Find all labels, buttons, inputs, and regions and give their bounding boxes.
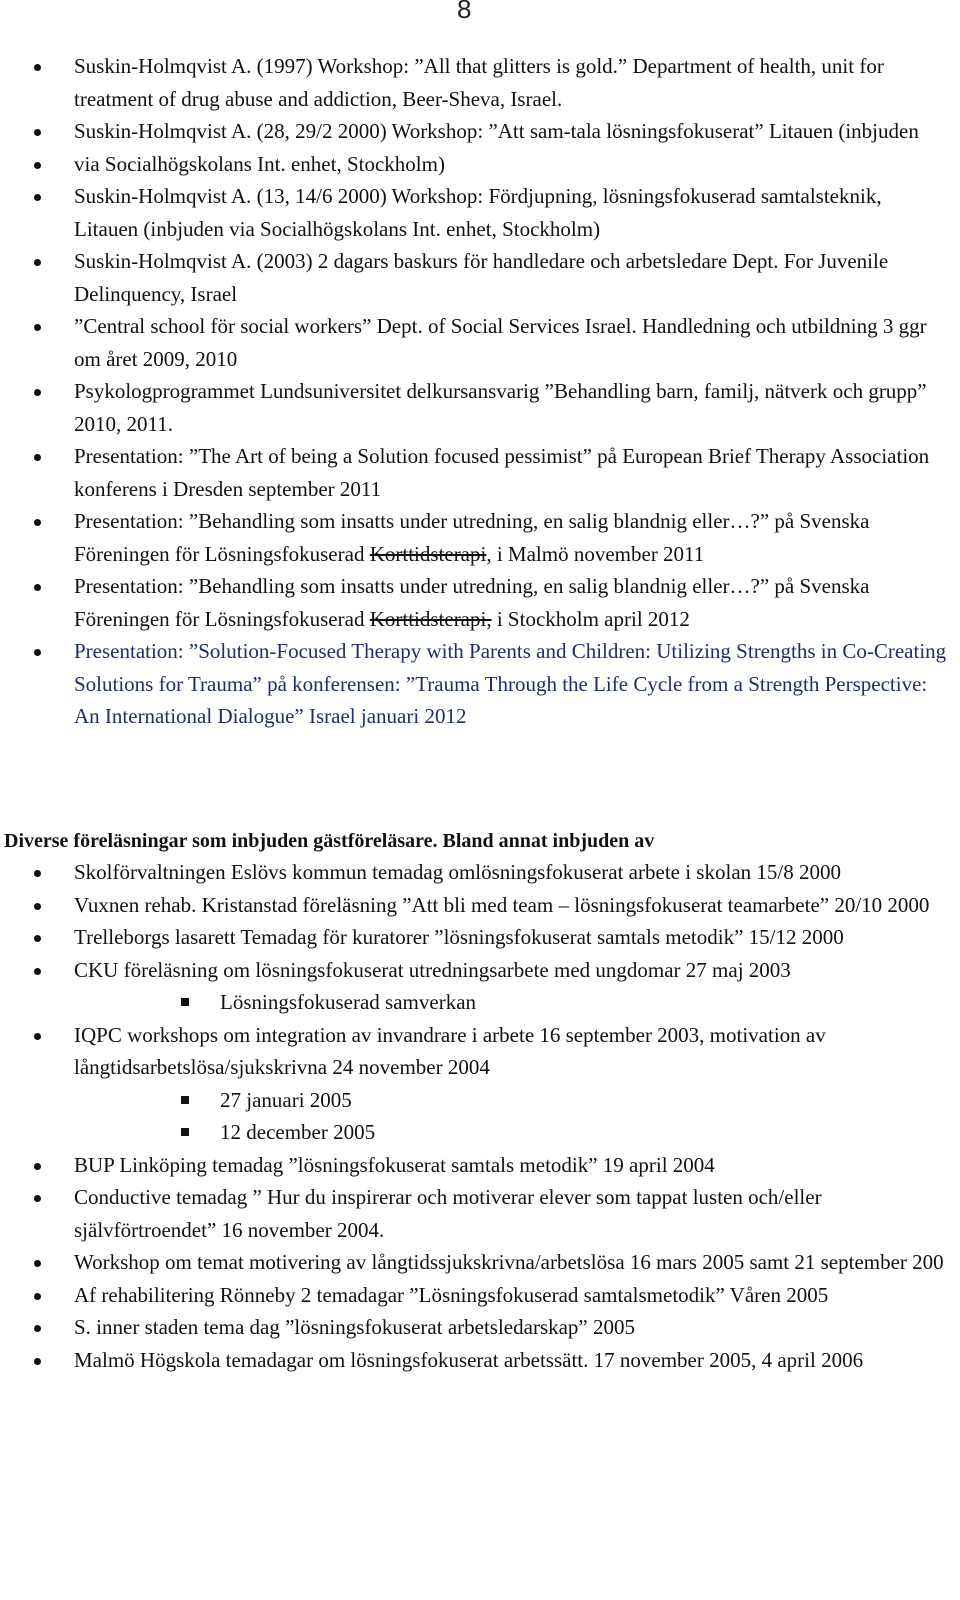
- list-item: [0, 570, 960, 635]
- square-bullet-icon: [181, 1128, 189, 1136]
- item-text: Presentation: ”Behandling som insatts under utredning, en salig blandnig eller…?” på Svenska Föreningen för Lösningsfokuserad: [74, 509, 870, 566]
- list-item: [0, 889, 960, 922]
- list-item: [0, 115, 960, 148]
- bullet-icon: [34, 519, 41, 526]
- item-text: Psykologprogrammet Lundsuniversitet delkursansvarig ”Behandling barn, familj, nätverk och grupp” 2010, 2011.: [74, 379, 927, 436]
- item-text: Presentation: ”The Art of being a Solution focused pessimist” på European Brief Therapy Association konferens i Dresden september 2011: [74, 444, 930, 501]
- bullet-icon: [34, 968, 41, 975]
- struck-text: Korttidsterapi: [369, 541, 487, 566]
- page-number: 8: [457, 0, 472, 24]
- item-text: Suskin-Holmqvist A. (1997) Workshop: ”All that glitters is gold.” Department of health, unit for treatment of drug abuse and addiction, Beer-Sheva, Israel.: [74, 54, 884, 111]
- item-text: Skolförvaltningen Eslövs kommun temadag omlösningsfokuserat arbete i skolan 15/8 2000: [74, 860, 841, 884]
- sub-item-text: Lösningsfokuserad samverkan: [220, 990, 477, 1014]
- sub-list-item: [0, 986, 960, 1019]
- sub-item-text: 12 december 2005: [220, 1120, 376, 1144]
- bullet-icon: [34, 903, 41, 910]
- bullet-icon: [34, 64, 41, 71]
- list-item: [0, 954, 960, 987]
- item-text: CKU föreläsning om lösningsfokuserat utredningsarbete med ungdomar 27 maj 2003: [74, 957, 791, 982]
- sub-item-text: 27 januari 2005: [220, 1087, 352, 1112]
- item-text: Suskin-Holmqvist A. (28, 29/2 2000) Workshop: ”Att sam-tala lösningsfokuserat” Litauen (inbjuden: [74, 119, 919, 143]
- bullet-icon: [34, 324, 41, 331]
- section2-list: [0, 856, 960, 1376]
- list-item: [0, 440, 960, 505]
- bullet-icon: [34, 1033, 41, 1040]
- list-item: [0, 1181, 960, 1246]
- list-item: [0, 180, 960, 245]
- item-text: IQPC workshops om integration av invandrare i arbete 16 september 2003, motivation av långtidsarbetslösa/sjukskrivna 24 november 2004: [74, 1022, 826, 1079]
- item-text-tail: i Stockholm april 2012: [491, 606, 690, 631]
- item-text: Presentation: ”Solution-Focused Therapy with Parents and Children: Utilizing Strengths in Co-Creating Solutions for Trauma” på konferensen: ”Trauma Through the Life Cycle from a Strength Perspective: An International Dialogue” Israel januari 2012: [74, 639, 947, 728]
- square-bullet-icon: [181, 1096, 189, 1104]
- square-bullet-icon: [181, 998, 189, 1006]
- bullet-icon: [34, 194, 41, 201]
- item-text: Workshop om temat motivering av långtidssjukskrivna/arbetslösa 16 mars 2005 samt 21 september 200: [74, 1250, 944, 1274]
- bullet-icon: [34, 1325, 41, 1332]
- item-text: ”Central school för social workers” Dept. of Social Services Israel. Handledning och utbildning 3 ggr om året 2009, 2010: [74, 314, 927, 371]
- list-item: [0, 50, 960, 115]
- bullet-icon: [34, 1260, 41, 1267]
- sub-list-item: [0, 1084, 960, 1117]
- bullet-icon: [34, 1195, 41, 1202]
- list-item: [0, 375, 960, 440]
- list-item: [0, 310, 960, 375]
- item-text: Suskin-Holmqvist A. (13, 14/6 2000) Workshop: Fördjupning, lösningsfokuserad samtalsteknik, Litauen (inbjuden via Socialhögskolans Int. enhet, Stockholm): [74, 184, 882, 241]
- list-item: [0, 921, 960, 954]
- list-item: [0, 1344, 960, 1377]
- list-item: [0, 148, 960, 181]
- item-text: via Socialhögskolans Int. enhet, Stockholm): [74, 151, 445, 176]
- section-heading: Diverse föreläsningar som inbjuden gästföreläsare. Bland annat inbjuden av: [4, 830, 655, 852]
- item-text: Suskin-Holmqvist A. (2003) 2 dagars baskurs för handledare och arbetsledare Dept. For Juvenile Delinquency, Israel: [74, 249, 889, 306]
- bullet-icon: [34, 584, 41, 591]
- bullet-icon: [34, 649, 41, 656]
- bullet-icon: [34, 162, 41, 169]
- bullet-icon: [34, 454, 41, 461]
- bullet-icon: [34, 870, 41, 877]
- bullet-icon: [34, 935, 41, 942]
- sub-list-item: [0, 1116, 960, 1149]
- bullet-icon: [34, 389, 41, 396]
- list-item: [0, 505, 960, 570]
- bullet-icon: [34, 259, 41, 266]
- bullet-icon: [34, 1293, 41, 1300]
- item-text: Trelleborgs lasarett Temadag för kuratorer ”lösningsfokuserat samtals metodik” 15/12 2000: [74, 925, 844, 949]
- bullet-icon: [34, 129, 41, 136]
- bullet-icon: [34, 1358, 41, 1365]
- list-item: [0, 635, 960, 733]
- item-text: BUP Linköping temadag ”lösningsfokuserat samtals metodik” 19 april 2004: [74, 1152, 715, 1177]
- list-item: [0, 245, 960, 310]
- section1-list: [0, 50, 960, 733]
- list-item: [0, 856, 960, 889]
- item-text: Malmö Högskola temadagar om lösningsfokuserat arbetssätt. 17 november 2005, 4 april 2006: [74, 1347, 864, 1372]
- item-text: Presentation: ”Behandling som insatts under utredning, en salig blandnig eller…?” på Svenska Föreningen för Lösningsfokuserad: [74, 574, 870, 631]
- item-text: Vuxnen rehab. Kristanstad föreläsning ”Att bli med team – lösningsfokuserat teamarbete” 20/10 2000: [74, 892, 930, 917]
- bullet-icon: [34, 1163, 41, 1170]
- item-text: S. inner staden tema dag ”lösningsfokuserat arbetsledarskap” 2005: [74, 1315, 636, 1339]
- struck-text: Korttidsterapi,: [369, 606, 492, 631]
- list-item: [0, 1311, 960, 1344]
- list-item: [0, 1149, 960, 1182]
- list-item: [0, 1279, 960, 1312]
- item-text: Af rehabilitering Rönneby 2 temadagar ”Lösningsfokuserad samtalsmetodik” Våren 2005: [74, 1282, 829, 1307]
- item-text: Conductive temadag ” Hur du inspirerar och motiverar elever som tappat lusten och/eller självförtroendet” 16 november 2004.: [74, 1185, 822, 1242]
- item-text-tail: , i Malmö november 2011: [486, 541, 705, 566]
- list-item: [0, 1019, 960, 1084]
- list-item: [0, 1246, 960, 1279]
